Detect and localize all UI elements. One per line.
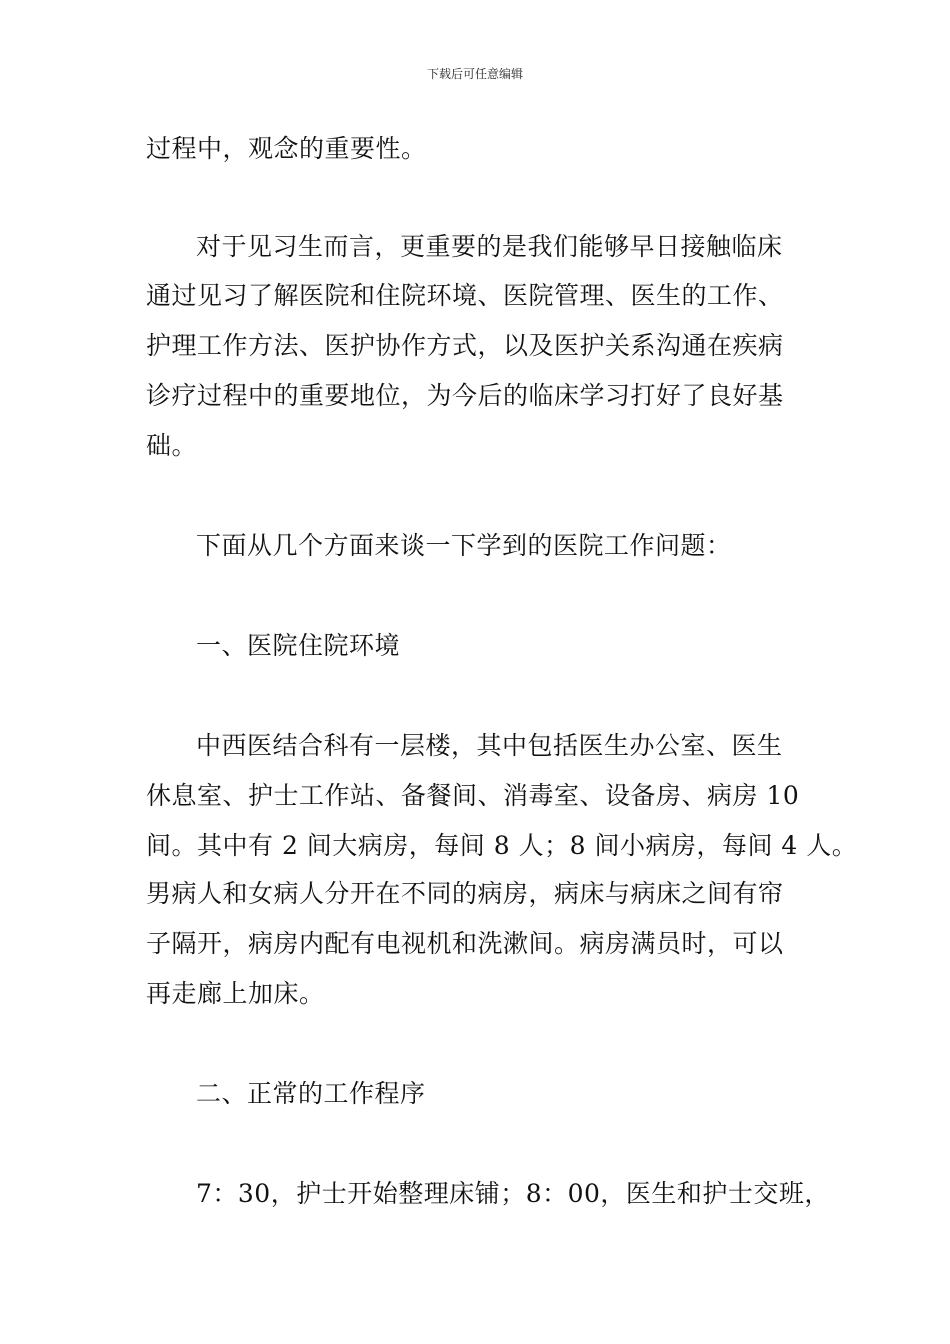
text-line: 护理工作方法、医护协作方式，以及医护关系沟通在疾病 — [146, 331, 784, 360]
text-line: 中西医结合科有一层楼，其中包括医生办公室、医生 — [196, 731, 783, 760]
text-line: 7：30，护士开始整理床铺；8：00，医生和护士交班， — [196, 1179, 830, 1208]
text-line: 再走廊上加床。 — [146, 979, 325, 1008]
text-line: 础。 — [146, 431, 198, 460]
text-line: 对于见习生而言，更重要的是我们能够早日接触临床 — [196, 232, 783, 261]
page-header: 下载后可任意编辑 — [426, 67, 523, 81]
text-line: 下面从几个方面来谈一下学到的医院工作问题： — [196, 531, 732, 560]
text-line: 间。其中有 2 间大病房，每间 8 人；8 间小病房，每间 4 人。 — [146, 831, 858, 860]
section-heading: 二、正常的工作程序 — [196, 1079, 426, 1108]
text-line: 子隔开，病房内配有电视机和洗漱间。病房满员时，可以 — [146, 929, 784, 958]
text-line: 通过见习了解医院和住院环境、医院管理、医生的工作、 — [146, 281, 784, 310]
section-heading: 一、医院住院环境 — [196, 631, 401, 660]
text-line: 休息室、护士工作站、备餐间、消毒室、设备房、病房 10 — [146, 781, 800, 810]
text-line: 诊疗过程中的重要地位，为今后的临床学习打好了良好基 — [146, 381, 784, 410]
text-line: 过程中，观念的重要性。 — [146, 134, 427, 163]
text-line: 男病人和女病人分开在不同的病房，病床与病床之间有帘 — [146, 879, 784, 908]
